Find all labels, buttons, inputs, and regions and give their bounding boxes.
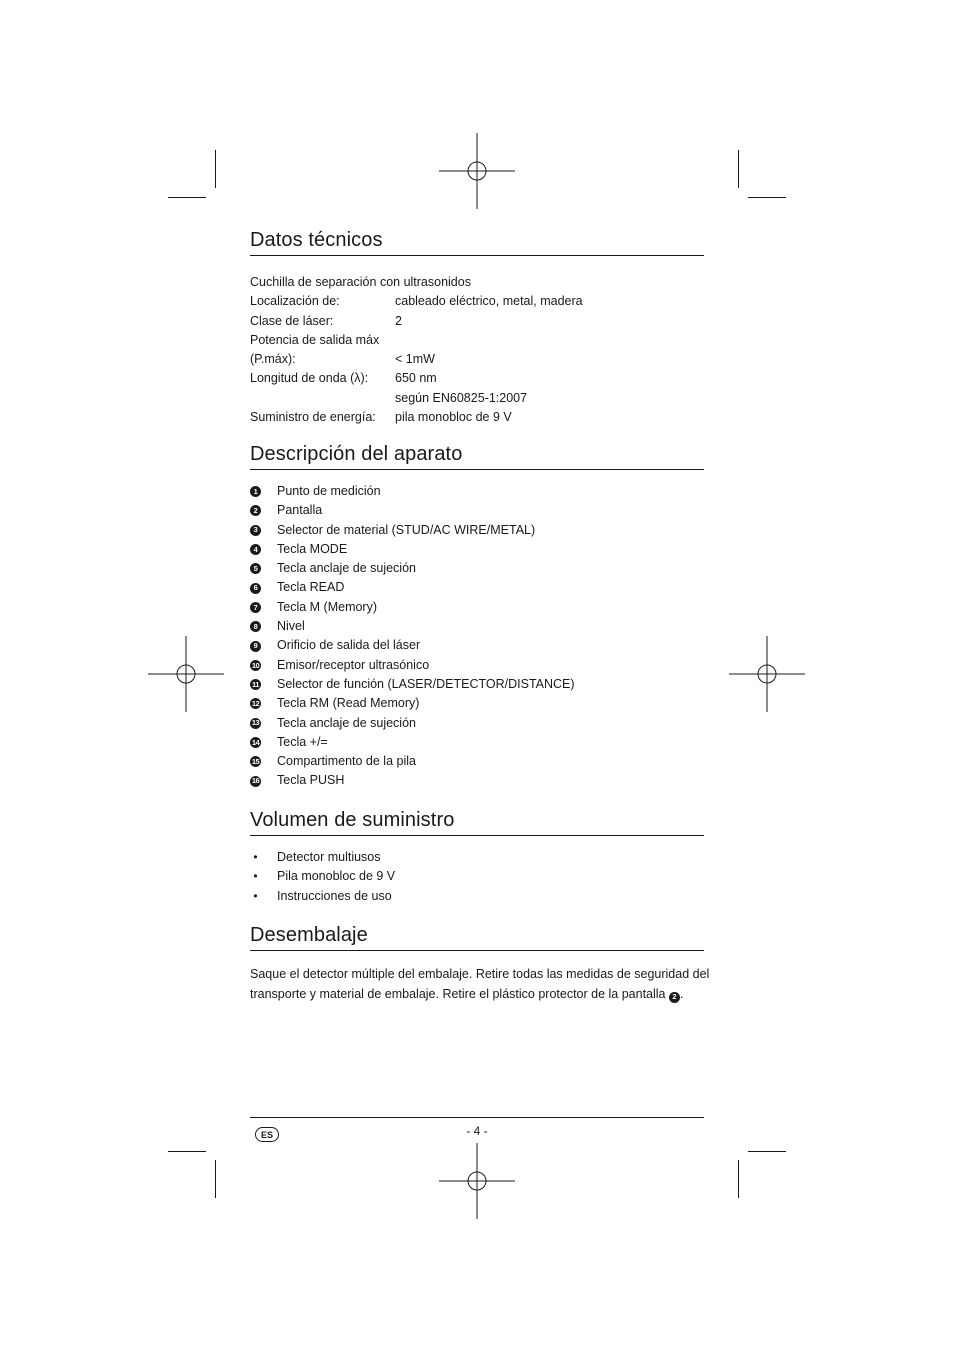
spec-row: Longitud de onda (λ): 650 nm [250,371,437,386]
crop-mark [748,197,786,198]
crop-mark [168,1151,206,1152]
intro-line: Cuchilla de separación con ultrasonidos [250,275,471,289]
registration-mark-icon [439,133,515,209]
number-badge-icon: 16 [251,776,260,786]
number-badge-icon: 3 [250,525,261,536]
number-badge-icon: 8 [250,621,261,632]
crop-mark [168,197,206,198]
crop-mark [748,1151,786,1152]
registration-mark-icon [439,1143,515,1219]
page-number: - 4 - [466,1124,488,1138]
footer-divider [250,1117,704,1118]
section-technical-data [250,228,704,427]
spec-row: según EN60825-1:2007 [395,390,528,405]
spec-row: Potencia de salida máx [250,332,380,347]
number-badge-icon: 7 [250,602,261,613]
section-unpacking [250,923,710,1004]
bullet-icon: • [253,869,258,884]
language-badge: ES [255,1127,279,1142]
list-item: 3 Selector de material (STUD/AC WIRE/METAL) [250,521,704,540]
list-item: 5 Tecla anclaje de sujeción [250,559,704,578]
list-item: • Detector multiusos [250,848,704,867]
section-title: Volumen de suministro [250,808,704,836]
unpacking-paragraph: Saque el detector múltiple del embalaje. Retire todas las medidas de seguridad del transporte y material de embalaje. Retire el plástico protector de la pantalla 2 . [250,967,710,1001]
number-badge-icon: 9 [250,641,261,652]
list-item: 1 Punto de medición [250,482,704,501]
registration-mark-icon [729,636,805,712]
number-badge-icon: 2 [669,992,680,1003]
list-item: 2 Pantalla [250,501,704,520]
list-item: 6 Tecla READ [250,578,704,597]
section-title: Datos técnicos [250,228,704,256]
spec-row: Localización de: cableado eléctrico, metal, madera [250,294,583,309]
list-item: 7 Tecla M (Memory) [250,598,704,617]
list-item: 11 Selector de función (LASER/DETECTOR/DISTANCE) [250,675,704,694]
number-badge-icon: 11 [250,679,261,690]
crop-mark [215,150,216,188]
list-item: • Pila monobloc de 9 V [250,867,704,886]
number-badge-icon: 6 [250,583,261,594]
number-badge-icon: 14 [251,737,260,747]
number-badge-icon: 13 [251,718,260,728]
number-badge-icon: 12 [251,699,260,709]
list-item: 14 Tecla +/= [251,734,328,749]
section-supply-contents [250,808,704,906]
number-badge-icon: 4 [250,544,261,555]
spec-row: Suministro de energía: pila monobloc de 9 V [250,410,512,425]
number-badge-icon: 15 [251,757,260,767]
spec-row: (P.máx): < 1mW [250,352,435,367]
list-item: 4 Tecla MODE [250,540,704,559]
section-title: Desembalaje [250,923,704,951]
list-item: 15 Compartimento de la pila [251,754,416,769]
list-item: 13 Tecla anclaje de sujeción [251,715,416,730]
bullet-icon: • [253,850,258,864]
list-item: 16 Tecla PUSH [251,773,345,788]
list-item: 12 Tecla RM (Read Memory) [251,696,420,711]
number-badge-icon: 2 [250,505,261,516]
section-device-description [250,442,704,791]
parts-list [250,482,704,791]
number-badge-icon: 1 [250,486,261,497]
bullet-icon: • [253,888,258,903]
list-item: 8 Nivel [250,617,704,636]
number-badge-icon: 10 [251,660,260,670]
spec-table [250,292,704,427]
list-item: 10 Emisor/receptor ultrasónico [251,657,430,672]
spec-row: Clase de láser: 2 [250,313,402,328]
supply-list [250,848,704,906]
number-badge-icon: 5 [250,563,261,574]
list-item: 9 Orificio de salida del láser [250,636,704,655]
crop-mark [215,1160,216,1198]
list-item: • Instrucciones de uso [250,887,704,906]
section-title: Descripción del aparato [250,442,704,470]
registration-mark-icon [148,636,224,712]
crop-mark [738,1160,739,1198]
crop-mark [738,150,739,188]
